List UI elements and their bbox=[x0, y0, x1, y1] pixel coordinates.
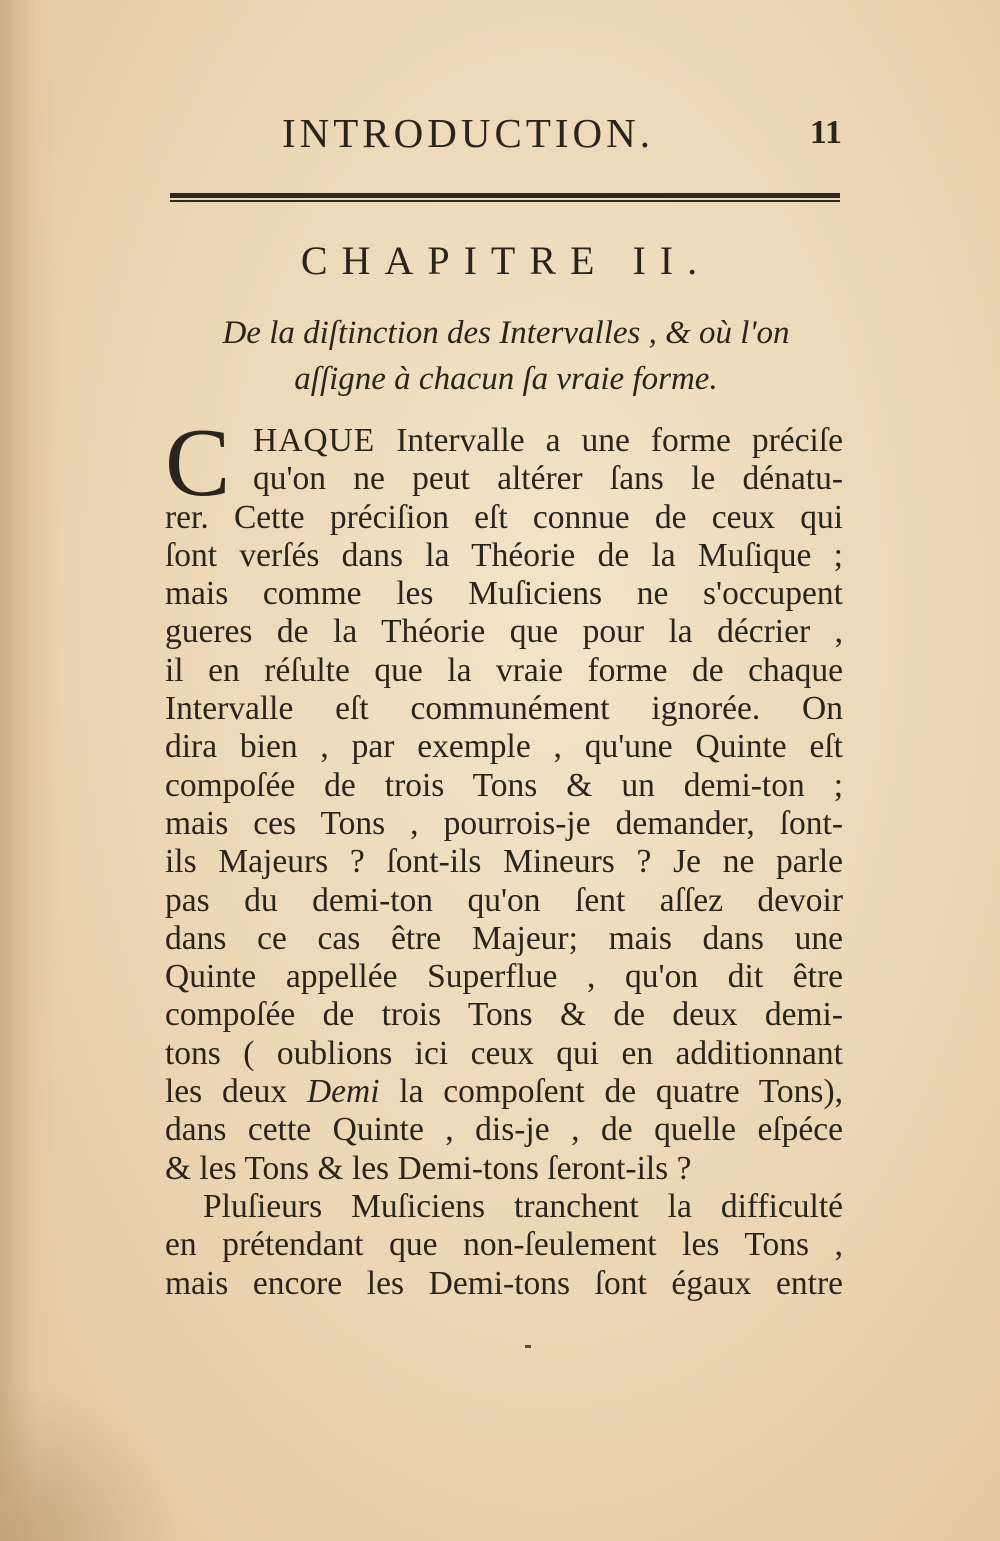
text-line-post: la compoſent de quatre Tons), bbox=[379, 1073, 843, 1111]
text-line-pre: les deux bbox=[165, 1073, 307, 1111]
text-line: en prétendant que non-ſeulement les Tons , bbox=[165, 1226, 843, 1264]
text-line: compoſée de trois Tons & un demi-ton ; bbox=[165, 766, 843, 804]
text-line: qu'on ne peut altérer ſans le dénatu- bbox=[253, 460, 843, 498]
text-line: ils Majeurs ? ſont-ils Mineurs ? Je ne parle bbox=[165, 843, 843, 881]
text-line: mais encore les Demi-tons ſont égaux entre bbox=[165, 1264, 843, 1302]
text-line-paragraph-end: & les Tons & les Demi-tons ſeront-ils ? bbox=[165, 1149, 692, 1187]
text-line: rer. Cette préciſion eſt connue de ceux qui bbox=[165, 498, 843, 536]
text-line: Quinte appellée Superflue , qu'on dit être bbox=[165, 958, 843, 996]
text-line: dans ce cas être Majeur; mais dans une bbox=[165, 919, 843, 957]
text-line: compoſée de trois Tons & de deux demi- bbox=[165, 996, 843, 1034]
running-head-title: INTRODUCTION. bbox=[282, 110, 654, 156]
text-line: gueres de la Théorie que pour la décrier , bbox=[165, 613, 843, 651]
subtitle-line-2: aſſigne à chacun ſa vraie forme. bbox=[294, 361, 718, 397]
double-rule-divider bbox=[170, 193, 840, 203]
text-line bbox=[165, 1073, 843, 1111]
text-line-paragraph-start: Pluſieurs Muſiciens tranchent la difficulté bbox=[203, 1187, 843, 1225]
text-line: il en réſulte que la vraie forme de chaque bbox=[165, 651, 843, 689]
page-corner-stain bbox=[0, 1381, 180, 1541]
text-line: dira bien , par exemple , qu'une Quinte eſt bbox=[165, 728, 843, 766]
chapter-heading: CHAPITRE II. bbox=[300, 238, 712, 283]
text-line: mais comme les Muſiciens ne s'occupent bbox=[165, 575, 843, 613]
text-line bbox=[253, 422, 843, 460]
text-line: dans cette Quinte , dis-je , de quelle eſpéce bbox=[165, 1111, 843, 1149]
ink-speck bbox=[525, 1345, 531, 1348]
italic-word: Demi bbox=[306, 1073, 380, 1111]
chapter-subtitle bbox=[170, 310, 842, 402]
text-line: Intervalle eſt communément ignorée. On bbox=[165, 690, 843, 728]
subtitle-line-1: De la diſtinction des Intervalles , & où l'on bbox=[222, 315, 790, 351]
opening-word: HAQUE bbox=[253, 422, 376, 459]
drop-cap: C bbox=[165, 409, 231, 517]
rule-thick bbox=[170, 193, 840, 198]
page-number: 11 bbox=[809, 114, 842, 151]
text-line: pas du demi-ton qu'on ſent aſſez devoir bbox=[165, 881, 843, 919]
text-line: tons ( oublions ici ceux qui en additionnant bbox=[165, 1034, 843, 1072]
text-line: mais ces Tons , pourrois-je demander, ſont- bbox=[165, 804, 843, 842]
rule-thin bbox=[170, 200, 840, 202]
running-head bbox=[282, 108, 842, 158]
text-line-rest: Intervalle a une forme préciſe bbox=[375, 422, 843, 459]
body-text bbox=[165, 409, 843, 1303]
page-edge-shadow bbox=[0, 0, 60, 1541]
text-line: ſont verſés dans la Théorie de la Muſique ; bbox=[165, 536, 843, 574]
